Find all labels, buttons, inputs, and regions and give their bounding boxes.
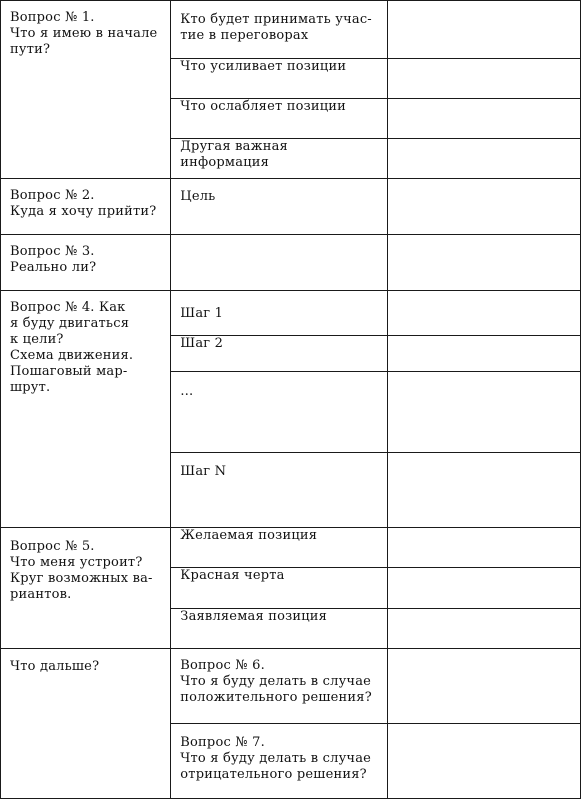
- question-5-text: Вопрос № 5. Что меня устроит? Круг возможных ва- риантов.: [10, 539, 153, 602]
- question-3-cell: [1, 235, 171, 291]
- q7-answer[interactable]: [387, 724, 580, 799]
- q5-item-2-cell: [171, 568, 387, 609]
- question-2-text: Вопрос № 2. Куда я хочу прийти?: [10, 188, 157, 219]
- q7-cell: [171, 724, 387, 799]
- table-row: [1, 235, 581, 291]
- what-next-text: Что дальше?: [10, 659, 100, 674]
- q2-item-1-cell: [171, 179, 387, 235]
- q6-label: Вопрос № 6. Что я буду делать в случае положительного решения?: [180, 658, 372, 705]
- question-2-cell: [1, 179, 171, 235]
- question-3-text: Вопрос № 3. Реально ли?: [10, 244, 97, 275]
- q5-item-1-answer[interactable]: [387, 528, 580, 568]
- q4-ellipsis-label: …: [180, 384, 194, 399]
- q7-label: Вопрос № 7. Что я буду делать в случае отрицательного решения?: [180, 735, 372, 782]
- q1-item-4-label: Другая важная информация: [180, 139, 288, 170]
- table-row: [1, 528, 581, 568]
- q4-step-2-answer[interactable]: [387, 336, 580, 372]
- question-4-cell: [1, 291, 171, 528]
- q3-empty-cell: [171, 235, 387, 291]
- q5-desired-label: Желаемая позиция: [180, 528, 318, 543]
- q5-red-line-label: Красная черта: [180, 568, 285, 583]
- q1-item-3-answer[interactable]: [387, 99, 580, 139]
- q1-item-3-cell: [171, 99, 387, 139]
- q1-item-2-cell: [171, 59, 387, 99]
- question-1-cell: [1, 1, 171, 179]
- q4-step-n-answer[interactable]: [387, 453, 580, 528]
- q5-item-3-answer[interactable]: [387, 609, 580, 649]
- q2-item-1-answer[interactable]: [387, 179, 580, 235]
- q4-step-n-cell: [171, 453, 387, 528]
- q1-item-2-label: Что усиливает позиции: [180, 59, 347, 74]
- table-row: [1, 649, 581, 724]
- q4-step-2-label: Шаг 2: [180, 336, 224, 351]
- q1-item-1-cell: [171, 1, 387, 59]
- q2-goal-label: Цель: [180, 189, 216, 204]
- q4-step-1-label: Шаг 1: [180, 306, 224, 321]
- what-next-cell: [1, 649, 171, 799]
- table-row: [1, 179, 581, 235]
- q5-item-1-cell: [171, 528, 387, 568]
- q4-ellipsis-answer[interactable]: [387, 372, 580, 453]
- q1-item-4-cell: [171, 139, 387, 179]
- q1-item-1-answer[interactable]: [387, 1, 580, 59]
- q4-step-1-cell: [171, 291, 387, 336]
- q6-cell: [171, 649, 387, 724]
- q5-item-2-answer[interactable]: [387, 568, 580, 609]
- q6-answer[interactable]: [387, 649, 580, 724]
- q5-declared-label: Заявляемая позиция: [180, 609, 328, 624]
- question-1-text: Вопрос № 1. Что я имею в начале пути?: [10, 10, 158, 57]
- q5-item-3-cell: [171, 609, 387, 649]
- q3-answer[interactable]: [387, 235, 580, 291]
- q4-step-2-cell: [171, 336, 387, 372]
- q1-item-1-label: Кто будет принимать учас- тие в переговорах: [180, 12, 372, 43]
- q4-step-1-answer[interactable]: [387, 291, 580, 336]
- q1-item-4-answer[interactable]: [387, 139, 580, 179]
- table-row: [1, 1, 581, 59]
- q1-item-3-label: Что ослабляет позиции: [180, 99, 347, 114]
- q1-item-2-answer[interactable]: [387, 59, 580, 99]
- q4-ellipsis-cell: [171, 372, 387, 453]
- q4-step-n-label: Шаг N: [180, 464, 227, 479]
- table-row: [1, 291, 581, 336]
- question-4-text: Вопрос № 4. Как я буду двигаться к цели? Схема движения. Пошаговый мар- шрут.: [10, 300, 134, 395]
- question-5-cell: [1, 528, 171, 649]
